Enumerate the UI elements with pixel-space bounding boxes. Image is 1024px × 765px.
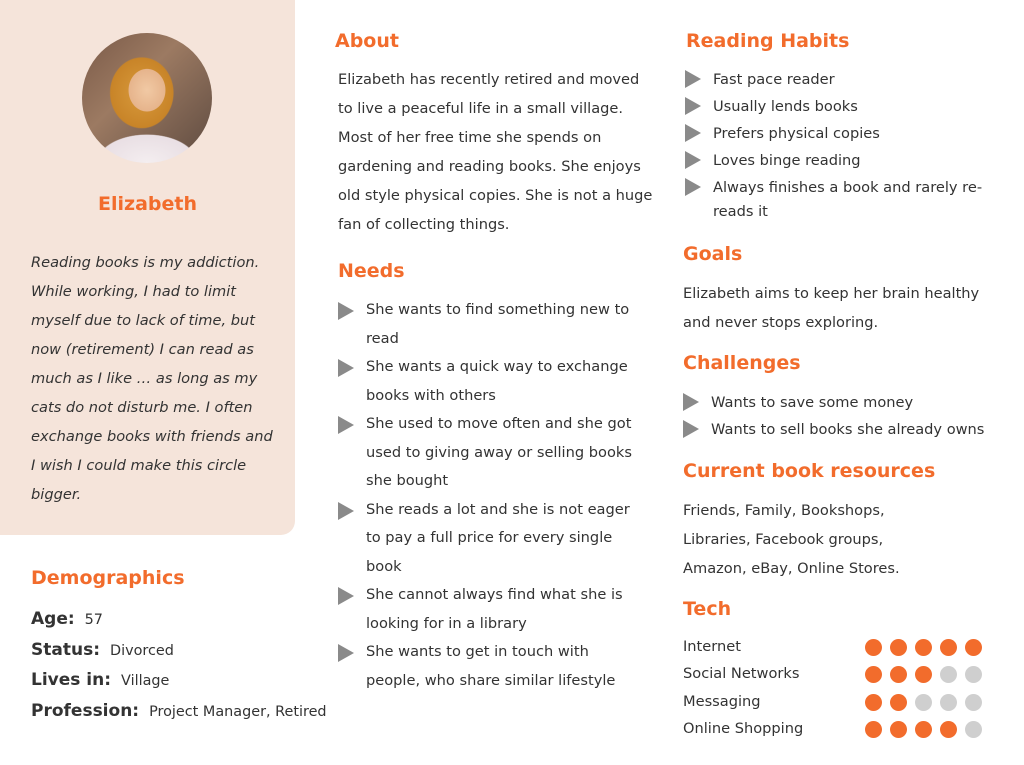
play-triangle-icon xyxy=(683,393,699,411)
list-item-text: Wants to sell books she already owns xyxy=(711,421,985,438)
needs-list xyxy=(337,296,637,695)
needs-heading: Needs xyxy=(338,260,405,282)
challenges-heading: Challenges xyxy=(683,352,801,374)
demographics-list xyxy=(31,609,327,731)
list-item-text: Usually lends books xyxy=(713,98,858,115)
tech-row-internet xyxy=(683,634,983,661)
list-item-text: She wants to find something new to read xyxy=(366,301,630,347)
rating-dot-filled xyxy=(865,666,882,683)
list-item xyxy=(337,581,637,638)
list-item xyxy=(684,120,994,147)
list-item xyxy=(337,638,637,695)
avatar xyxy=(82,33,212,163)
demographics-value: 57 xyxy=(84,612,103,628)
rating-dot-filled xyxy=(915,639,932,656)
list-item-text: Always finishes a book and rarely re-reads it xyxy=(713,179,983,220)
reading-habits-list xyxy=(684,66,994,224)
play-triangle-icon xyxy=(685,151,701,169)
list-item xyxy=(682,416,1017,443)
demographics-value: Village xyxy=(121,673,170,689)
rating-dot-empty xyxy=(940,694,957,711)
rating-dot-empty xyxy=(965,694,982,711)
demographics-row-profession xyxy=(31,701,327,732)
rating-dot-filled xyxy=(865,639,882,656)
tech-label: Messaging xyxy=(683,692,761,710)
demographics-label: Status: xyxy=(31,639,100,660)
demographics-label: Lives in: xyxy=(31,670,112,690)
rating-dot-filled xyxy=(965,639,982,656)
rating-dot-filled xyxy=(890,639,907,656)
list-item-text: Loves binge reading xyxy=(713,152,861,169)
list-item xyxy=(337,410,637,496)
demographics-value: Divorced xyxy=(110,642,174,659)
play-triangle-icon xyxy=(685,97,701,115)
list-item xyxy=(684,66,994,93)
play-triangle-icon xyxy=(683,420,699,438)
tech-label: Internet xyxy=(683,638,741,655)
challenges-list xyxy=(682,389,1017,443)
rating-dot-filled xyxy=(890,721,907,738)
tech-rating xyxy=(865,666,990,683)
list-item-text: She used to move often and she got used to giving away or selling books she bought xyxy=(366,415,632,489)
tech-rating xyxy=(865,721,990,738)
play-triangle-icon xyxy=(685,70,701,88)
list-item xyxy=(684,147,994,174)
list-item-text: Prefers physical copies xyxy=(713,125,880,142)
rating-dot-empty xyxy=(915,694,932,711)
list-item xyxy=(682,389,1017,416)
rating-dot-filled xyxy=(865,721,882,738)
list-item-text: Wants to save some money xyxy=(711,394,914,411)
list-item xyxy=(337,353,637,410)
list-item xyxy=(337,296,637,353)
list-item-text: She wants to get in touch with people, who share similar lifestyle xyxy=(366,643,616,689)
list-item-text: Fast pace reader xyxy=(713,71,835,88)
tech-list xyxy=(683,634,983,743)
persona-name: Elizabeth xyxy=(98,193,197,215)
rating-dot-filled xyxy=(865,694,882,711)
about-heading: About xyxy=(335,30,399,52)
demographics-label: Age: xyxy=(31,609,75,629)
demographics-label: Profession: xyxy=(31,700,140,721)
tech-heading: Tech xyxy=(683,598,732,620)
play-triangle-icon xyxy=(685,178,701,196)
play-triangle-icon xyxy=(338,302,354,320)
list-item-text: She wants a quick way to exchange books with others xyxy=(366,358,628,404)
tech-rating xyxy=(865,639,990,656)
rating-dot-empty xyxy=(940,666,957,683)
rating-dot-empty xyxy=(965,666,982,683)
tech-label: Social Networks xyxy=(683,665,800,683)
list-item xyxy=(684,93,994,120)
resources-text: Friends, Family, Bookshops, Libraries, Facebook groups, Amazon, eBay, Online Stores. xyxy=(683,502,900,577)
reading-habits-heading: Reading Habits xyxy=(686,30,850,52)
rating-dot-empty xyxy=(965,721,982,738)
about-text: Elizabeth has recently retired and moved to live a peaceful life in a small village. Most of her free time she spends on gardening and reading books. She enjoys old style physical copies. She is not a huge fan of collecting things. xyxy=(338,71,653,233)
play-triangle-icon xyxy=(338,359,354,377)
rating-dot-filled xyxy=(915,666,932,683)
list-item-text: She reads a lot and she is not eager to pay a full price for every single book xyxy=(366,500,630,575)
play-triangle-icon xyxy=(338,644,354,662)
play-triangle-icon xyxy=(338,587,354,605)
profile-panel xyxy=(0,0,295,535)
list-item xyxy=(337,496,637,582)
demographics-row-lives-in xyxy=(31,670,327,701)
tech-row-messaging xyxy=(683,689,983,716)
play-triangle-icon xyxy=(338,416,354,434)
rating-dot-filled xyxy=(915,721,932,738)
demographics-row-age xyxy=(31,609,327,640)
play-triangle-icon xyxy=(685,124,701,142)
tech-row-social-networks xyxy=(683,661,983,688)
persona-quote: Reading books is my addiction. While working, I had to limit myself due to lack of time, but now (retirement) I can read as much as I like … as long as my cats do not disturb me. I often exchange books with friends and I wish I could make this circle bigger. xyxy=(31,254,273,503)
rating-dot-filled xyxy=(940,721,957,738)
tech-label: Online Shopping xyxy=(683,719,804,737)
demographics-value: Project Manager, Retired xyxy=(149,703,327,720)
tech-rating xyxy=(865,694,990,711)
rating-dot-filled xyxy=(890,666,907,683)
list-item-text: She cannot always find what she is looking for in a library xyxy=(366,586,623,632)
resources-heading: Current book resources xyxy=(683,460,936,482)
demographics-heading: Demographics xyxy=(31,567,185,589)
tech-row-online-shopping xyxy=(683,716,983,743)
goals-text: Elizabeth aims to keep her brain healthy and never stops exploring. xyxy=(683,285,980,331)
goals-heading: Goals xyxy=(683,243,743,265)
rating-dot-filled xyxy=(940,639,957,656)
play-triangle-icon xyxy=(338,502,354,520)
rating-dot-filled xyxy=(890,694,907,711)
list-item xyxy=(684,174,994,224)
demographics-row-status xyxy=(31,640,327,671)
